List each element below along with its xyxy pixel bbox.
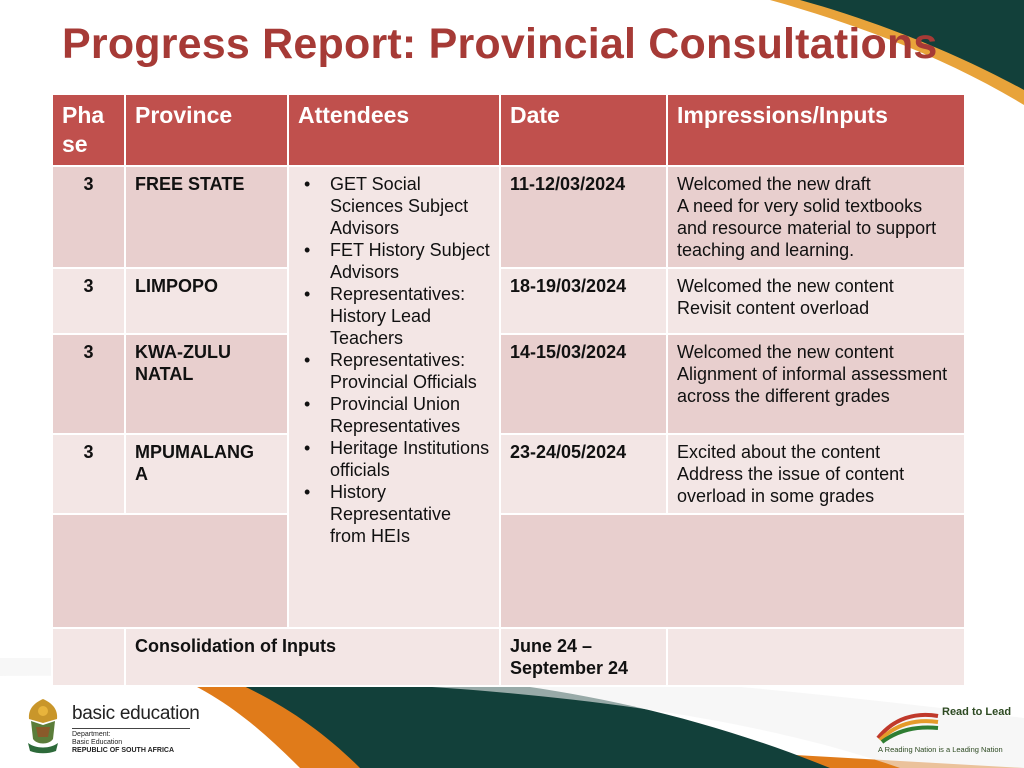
logo-title: Read to Lead [942, 706, 1012, 718]
basic-education-logo [22, 695, 200, 755]
phase-cell: 3 [52, 166, 125, 268]
progress-table [51, 93, 966, 687]
list-item: • FET History Subject Advisors [298, 239, 490, 283]
phase-cell: 3 [52, 434, 125, 514]
date-cell: 18-19/03/2024 [500, 268, 667, 334]
impressions-cell: Welcomed the new content Alignment of informal assessment across the different grades [667, 334, 965, 434]
consolidation-date: June 24 – September 24 [500, 628, 667, 686]
table-row [52, 434, 965, 514]
province-cell: KWA-ZULU NATAL [125, 334, 288, 434]
read-to-lead-logo [876, 698, 1016, 758]
table-header-row [52, 94, 965, 166]
consolidation-label: Consolidation of Inputs [125, 628, 500, 686]
empty-cell [52, 514, 288, 628]
list-item: • Provincial Union Representatives [298, 393, 490, 437]
impressions-cell: Welcomed the new content Revisit content overload [667, 268, 965, 334]
province-cell: MPUMALANG A [125, 434, 288, 514]
empty-cell [667, 628, 965, 686]
attendees-cell [288, 166, 500, 628]
empty-cell [500, 514, 965, 628]
date-cell: 11-12/03/2024 [500, 166, 667, 268]
phase-cell: 3 [52, 268, 125, 334]
table-row [52, 334, 965, 434]
header-province: Province [125, 94, 288, 166]
impressions-cell: Excited about the content Address the issue of content overload in some grades [667, 434, 965, 514]
province-cell: FREE STATE [125, 166, 288, 268]
logo-tagline: A Reading Nation is a Leading Nation [878, 745, 1003, 754]
table-row-empty [52, 514, 965, 628]
attendees-list [298, 173, 490, 547]
header-impressions: Impressions/Inputs [667, 94, 965, 166]
header-attendees: Attendees [288, 94, 500, 166]
empty-cell [52, 628, 125, 686]
logo-divider [72, 728, 190, 729]
date-cell: 23-24/05/2024 [500, 434, 667, 514]
list-item: • History Representative from HEIs [298, 481, 490, 547]
list-item: • Heritage Institutions officials [298, 437, 490, 481]
coat-of-arms-icon [22, 695, 64, 755]
list-item: • GET Social Sciences Subject Advisors [298, 173, 490, 239]
phase-cell: 3 [52, 334, 125, 434]
province-cell: LIMPOPO [125, 268, 288, 334]
table-row [52, 268, 965, 334]
logo-name: basic education [72, 703, 200, 724]
list-item: • Representatives: Provincial Officials [298, 349, 490, 393]
header-date: Date [500, 94, 667, 166]
table-row-consolidation [52, 628, 965, 686]
date-cell: 14-15/03/2024 [500, 334, 667, 434]
book-swoosh-icon [876, 704, 940, 744]
impressions-cell: Welcomed the new draft A need for very solid textbooks and resource material to support teaching and learning. [667, 166, 965, 268]
page-title: Progress Report: Provincial Consultations [62, 20, 938, 68]
list-item: • Representatives: History Lead Teachers [298, 283, 490, 349]
header-phase: Pha se [52, 94, 125, 166]
table-row [52, 166, 965, 268]
logo-subtext: Department: Basic Education REPUBLIC OF SOUTH AFRICA [72, 731, 175, 754]
